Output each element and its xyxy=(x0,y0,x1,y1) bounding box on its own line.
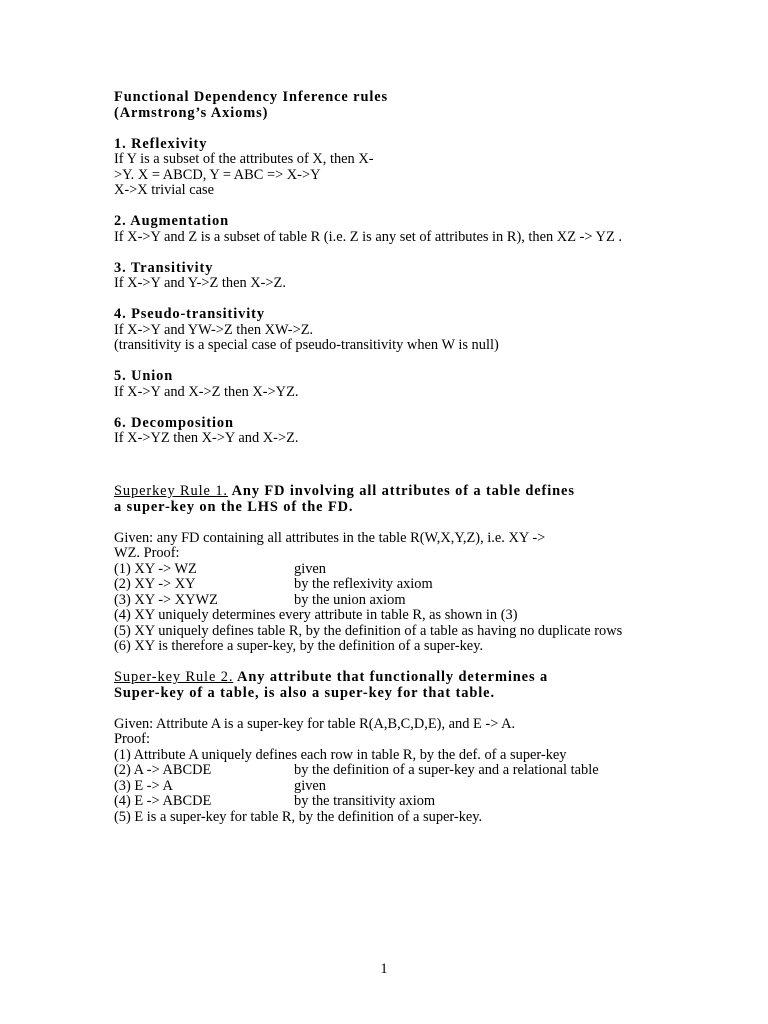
rule-transitivity xyxy=(114,261,674,292)
document-page xyxy=(114,90,674,825)
proof-step xyxy=(114,593,674,609)
rule-decomposition xyxy=(114,416,674,447)
rule-heading: 2. Augmentation xyxy=(114,213,230,229)
rule-heading: 5. Union xyxy=(114,368,174,384)
proof-note: (6) XY is therefore a super-key, by the definition of a super-key. xyxy=(114,638,484,654)
proof-step-reason: by the transitivity axiom xyxy=(294,793,436,809)
proof-step-expr: (3) XY -> XYWZ xyxy=(114,591,218,608)
proof-given: Given: any FD containing all attributes in the table R(W,X,Y,Z), i.e. XY -> xyxy=(114,529,546,546)
proof-step-reason: by the union axiom xyxy=(294,591,406,608)
proof-step xyxy=(114,577,674,593)
rule-line: If Y is a subset of the attributes of X, then X- xyxy=(114,151,374,167)
superkey-rule-2-statement-a: Any attribute that functionally determines a xyxy=(233,669,549,685)
proof-given: WZ. Proof: xyxy=(114,545,180,561)
rule-line: >Y. X = ABCD, Y = ABC => X->Y xyxy=(114,166,321,183)
proof-step-expr: (3) E -> A xyxy=(114,777,173,794)
rule-line: If X->Y and Z is a subset of table R (i.e. Z is any set of attributes in R), then XZ -> YZ . xyxy=(114,228,622,245)
rule-reflexivity xyxy=(114,137,674,199)
superkey-rule-2 xyxy=(114,670,674,825)
rule-union xyxy=(114,369,674,400)
superkey-rule-2-label: Super-key Rule 2. xyxy=(114,669,234,685)
proof-given: Proof: xyxy=(114,731,150,747)
superkey-rule-1-label: Superkey Rule 1. xyxy=(114,483,228,499)
proof-step xyxy=(114,794,674,810)
proof-step-reason: given xyxy=(294,560,326,577)
proof-step xyxy=(114,763,674,779)
proof-note: (5) XY uniquely defines table R, by the definition of a table as having no duplicate rows xyxy=(114,622,623,639)
superkey-rule-1-statement-a: Any FD involving all attributes of a table defines xyxy=(227,483,575,499)
proof-note: (4) XY uniquely determines every attribute in table R, as shown in (3) xyxy=(114,607,518,623)
proof-step-reason: by the definition of a super-key and a relational table xyxy=(294,762,599,778)
proof-step xyxy=(114,779,674,795)
rule-line: If X->Y and Y->Z then X->Z. xyxy=(114,275,286,291)
rule-augmentation xyxy=(114,214,674,245)
superkey-rule-1 xyxy=(114,484,674,655)
superkey-rule-1-statement-b: a super-key on the LHS of the FD. xyxy=(114,498,354,515)
rule-heading: 6. Decomposition xyxy=(114,414,234,431)
rule-heading: 1. Reflexivity xyxy=(114,135,208,152)
rule-heading: 3. Transitivity xyxy=(114,259,214,276)
rule-line: X->X trivial case xyxy=(114,182,215,198)
rule-line: If X->YZ then X->Y and X->Z. xyxy=(114,430,299,446)
rule-line: If X->Y and X->Z then X->YZ. xyxy=(114,383,299,400)
superkey-rule-2-statement-b: Super-key of a table, is also a super-key for that table. xyxy=(114,684,495,701)
proof-note: (1) Attribute A uniquely defines each row in table R, by the def. of a super-key xyxy=(114,746,567,763)
page-number: 1 xyxy=(380,961,388,977)
rule-pseudo-transitivity xyxy=(114,307,674,354)
proof-step-expr: (2) A -> ABCDE xyxy=(114,762,212,778)
rule-line: If X->Y and YW->Z then XW->Z. xyxy=(114,321,314,338)
proof-step-expr: (1) XY -> WZ xyxy=(114,560,197,577)
proof-note: (5) E is a super-key for table R, by the definition of a super-key. xyxy=(114,808,483,825)
rule-heading: 4. Pseudo-transitivity xyxy=(114,306,265,322)
proof-step xyxy=(114,562,674,578)
proof-step-expr: (4) E -> ABCDE xyxy=(114,793,212,809)
proof-given: Given: Attribute A is a super-key for table R(A,B,C,D,E), and E -> A. xyxy=(114,715,516,732)
proof-step-reason: given xyxy=(294,777,326,794)
doc-title-line1: Functional Dependency Inference rules xyxy=(114,89,389,105)
doc-title-line2: (Armstrong’s Axioms) xyxy=(114,104,269,121)
proof-step-expr: (2) XY -> XY xyxy=(114,576,196,592)
superkey-rule-2-statement xyxy=(114,670,674,686)
proof-step-reason: by the reflexivity axiom xyxy=(294,576,433,592)
rule-line: (transitivity is a special case of pseudo-transitivity when W is null) xyxy=(114,337,499,353)
superkey-rule-1-statement xyxy=(114,484,674,500)
